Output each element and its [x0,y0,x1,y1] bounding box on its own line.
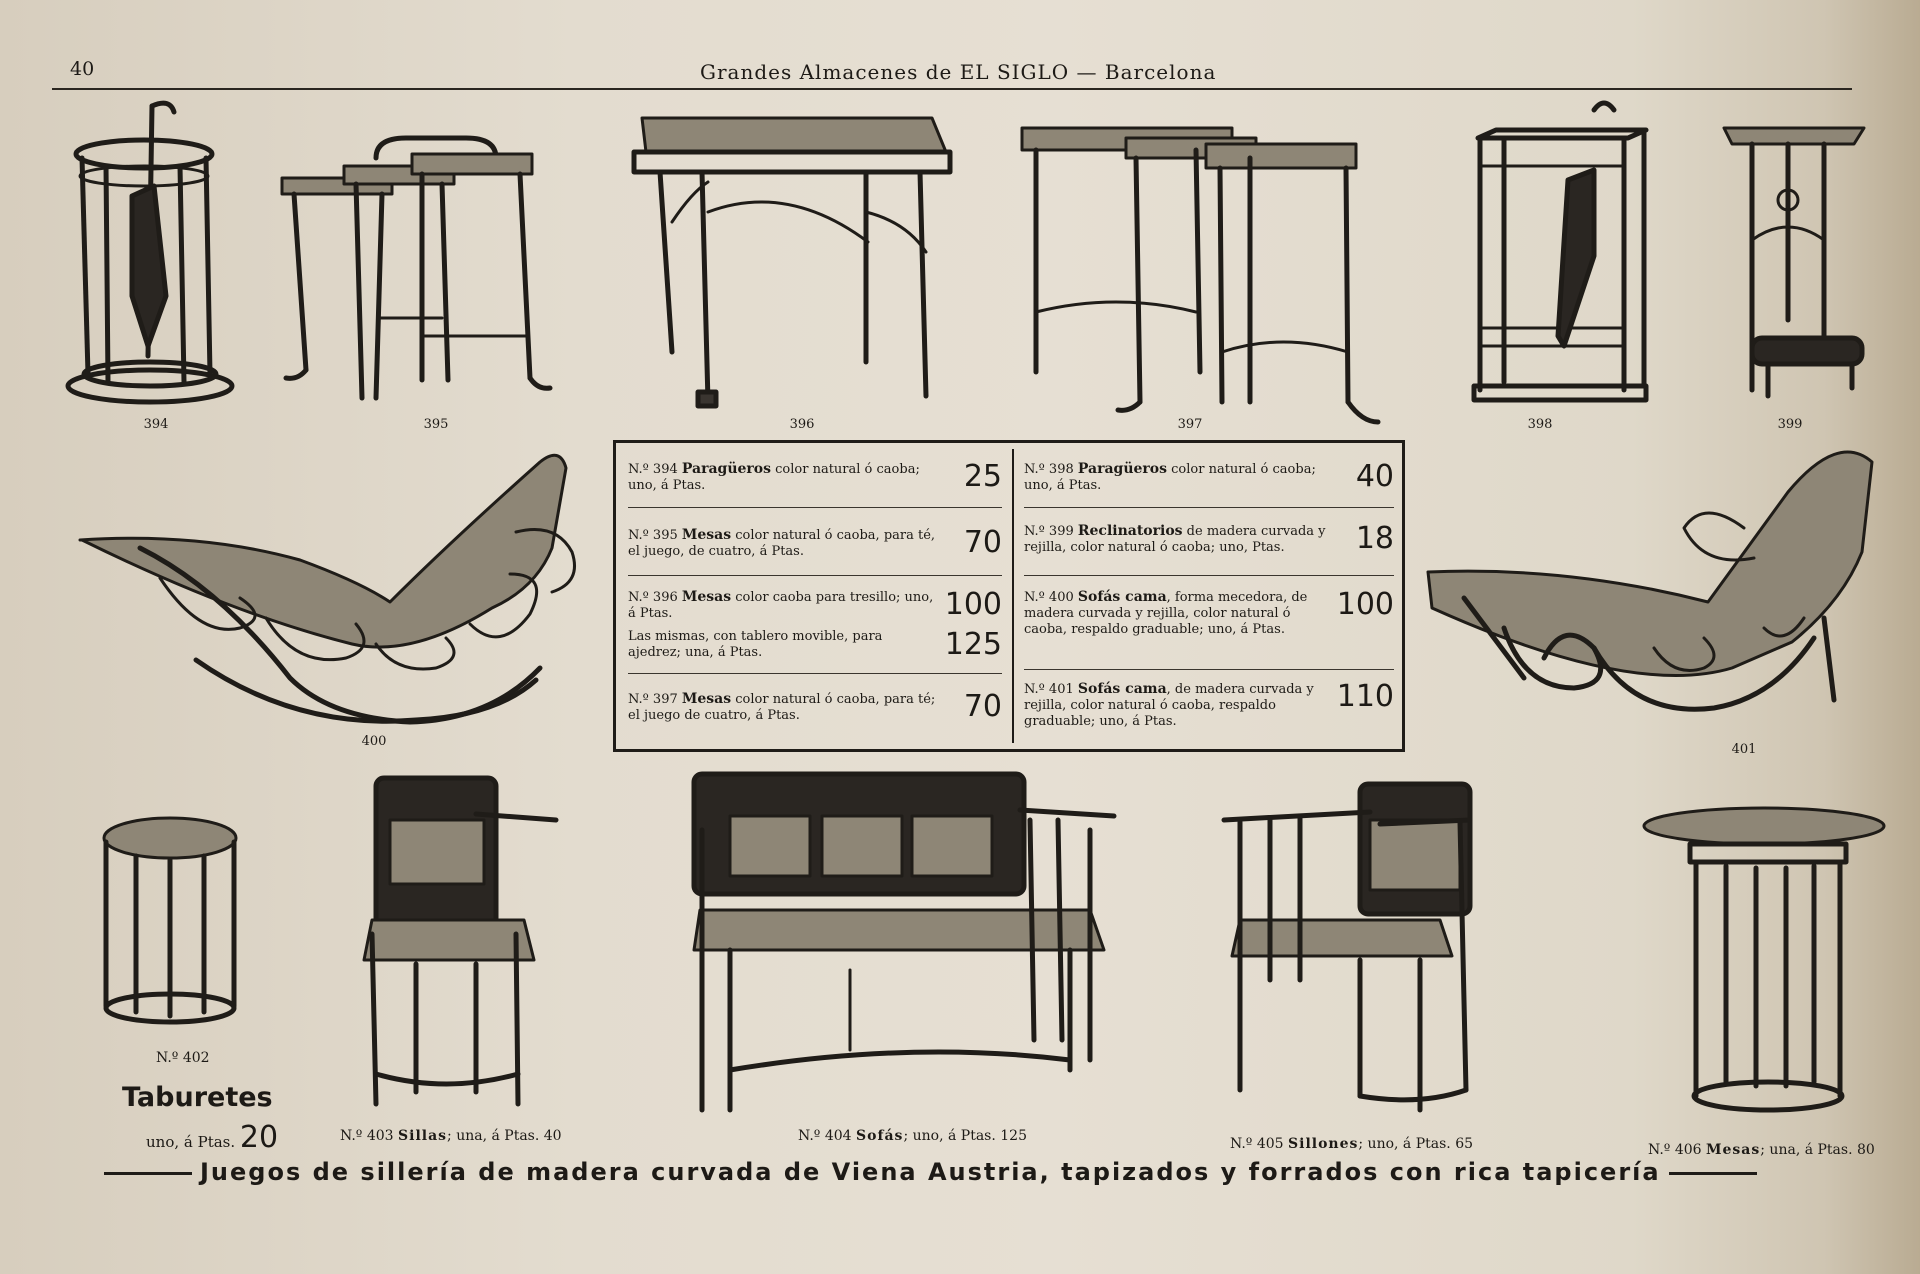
separator [628,673,1002,674]
footer-dash-left [104,1172,192,1175]
footer-text: Juegos de sillería de madera curvada de Viena Austria, tapizados y forrados con rica tapicería [200,1158,1661,1186]
round-table-406-illustration [1640,806,1890,1116]
figure-396-number: 396 [789,417,815,432]
nesting-tables-395-illustration [272,118,572,408]
item-403-caption: N.º 403 Sillas; una, á Ptas. 40 [340,1128,562,1144]
item-405-caption: N.º 405 Sillones; uno, á Ptas. 65 [1230,1136,1474,1152]
footer-banner [96,1158,1896,1186]
figure-395-number: 395 [423,417,449,432]
price-entry-400: N.º 400 Sofás cama, forma mecedora, de madera curvada y rejilla, color natural ó caoba, respaldo graduable; uno, á Ptas. 100 [1024,587,1394,637]
separator [1024,575,1394,576]
header-rule [52,88,1852,90]
price-396: 100 [944,587,1002,622]
price-entry-401: N.º 401 Sofás cama, de madera curvada y rejilla, color natural ó caoba, respaldo graduable; uno, á Ptas. 110 [1024,679,1394,729]
separator [1024,669,1394,670]
price-395: 70 [963,525,1002,560]
price-entry-399: N.º 399 Reclinatorios de madera curvada y rejilla, color natural ó caoba; uno, Ptas. 18 [1024,521,1394,556]
armchair-405-illustration [1220,780,1490,1120]
price-entry-396-chess: Las mismas, con tablero movible, para ajedrez; una, á Ptas. 125 [628,627,1002,662]
price-401: 110 [1336,679,1394,714]
price-396-chess: 125 [944,627,1002,662]
figure-394-number: 394 [143,417,169,432]
price-394: 25 [963,459,1002,494]
figure-400-number: 400 [361,734,387,749]
price-entry-398: N.º 398 Paragüeros color natural ó caoba; uno, á Ptas. 40 [1024,459,1394,494]
figure-401-number: 401 [1731,742,1757,757]
separator [628,575,1002,576]
footer-dash-right [1669,1172,1757,1175]
figure-399-number: 399 [1777,417,1803,432]
price-list-divider [1012,449,1014,743]
card-table-396-illustration [630,112,950,412]
item-402-number: N.º 402 [156,1050,210,1066]
item-402-price: 20 [239,1120,279,1155]
rocking-sofa-bed-400-illustration [76,448,596,730]
price-entry-395: N.º 395 Mesas color natural ó caoba, para té, el juego, de cuatro, á Ptas. 70 [628,525,1002,560]
price-397: 70 [963,689,1002,724]
stool-402-illustration [96,816,246,1026]
price-400: 100 [1336,587,1394,622]
price-entry-396: N.º 396 Mesas color caoba para tresillo; uno, á Ptas. 100 [628,587,1002,622]
sofa-404-illustration [690,770,1120,1120]
price-398: 40 [1355,459,1394,494]
separator [1024,507,1394,508]
price-entry-394: N.º 394 Paragüeros color natural ó caoba; uno, á Ptas. 25 [628,459,1002,494]
figure-397-number: 397 [1177,417,1203,432]
umbrella-stand-398-illustration [1464,96,1660,406]
figure-398-number: 398 [1527,417,1553,432]
price-399: 18 [1355,521,1394,556]
separator [628,507,1002,508]
page-header-title: Grandes Almacenes de EL SIGLO — Barcelona [700,60,1217,84]
price-entry-397: N.º 397 Mesas color natural ó caoba, para té; el juego de cuatro, á Ptas. 70 [628,689,1002,724]
item-402-name: Taburetes [122,1082,273,1113]
umbrella-stand-394-illustration [62,96,242,416]
chair-403-illustration [356,774,566,1114]
item-402-price-line: uno, á Ptas. 20 [146,1120,279,1155]
nesting-tables-397-illustration [1016,112,1396,422]
price-list-box [613,440,1405,752]
prie-dieu-399-illustration [1718,120,1868,400]
page-number: 40 [70,58,95,80]
item-404-caption: N.º 404 Sofás; uno, á Ptas. 125 [798,1128,1027,1144]
sofa-bed-401-illustration [1424,448,1874,728]
item-406-caption: N.º 406 Mesas; una, á Ptas. 80 [1648,1142,1875,1158]
